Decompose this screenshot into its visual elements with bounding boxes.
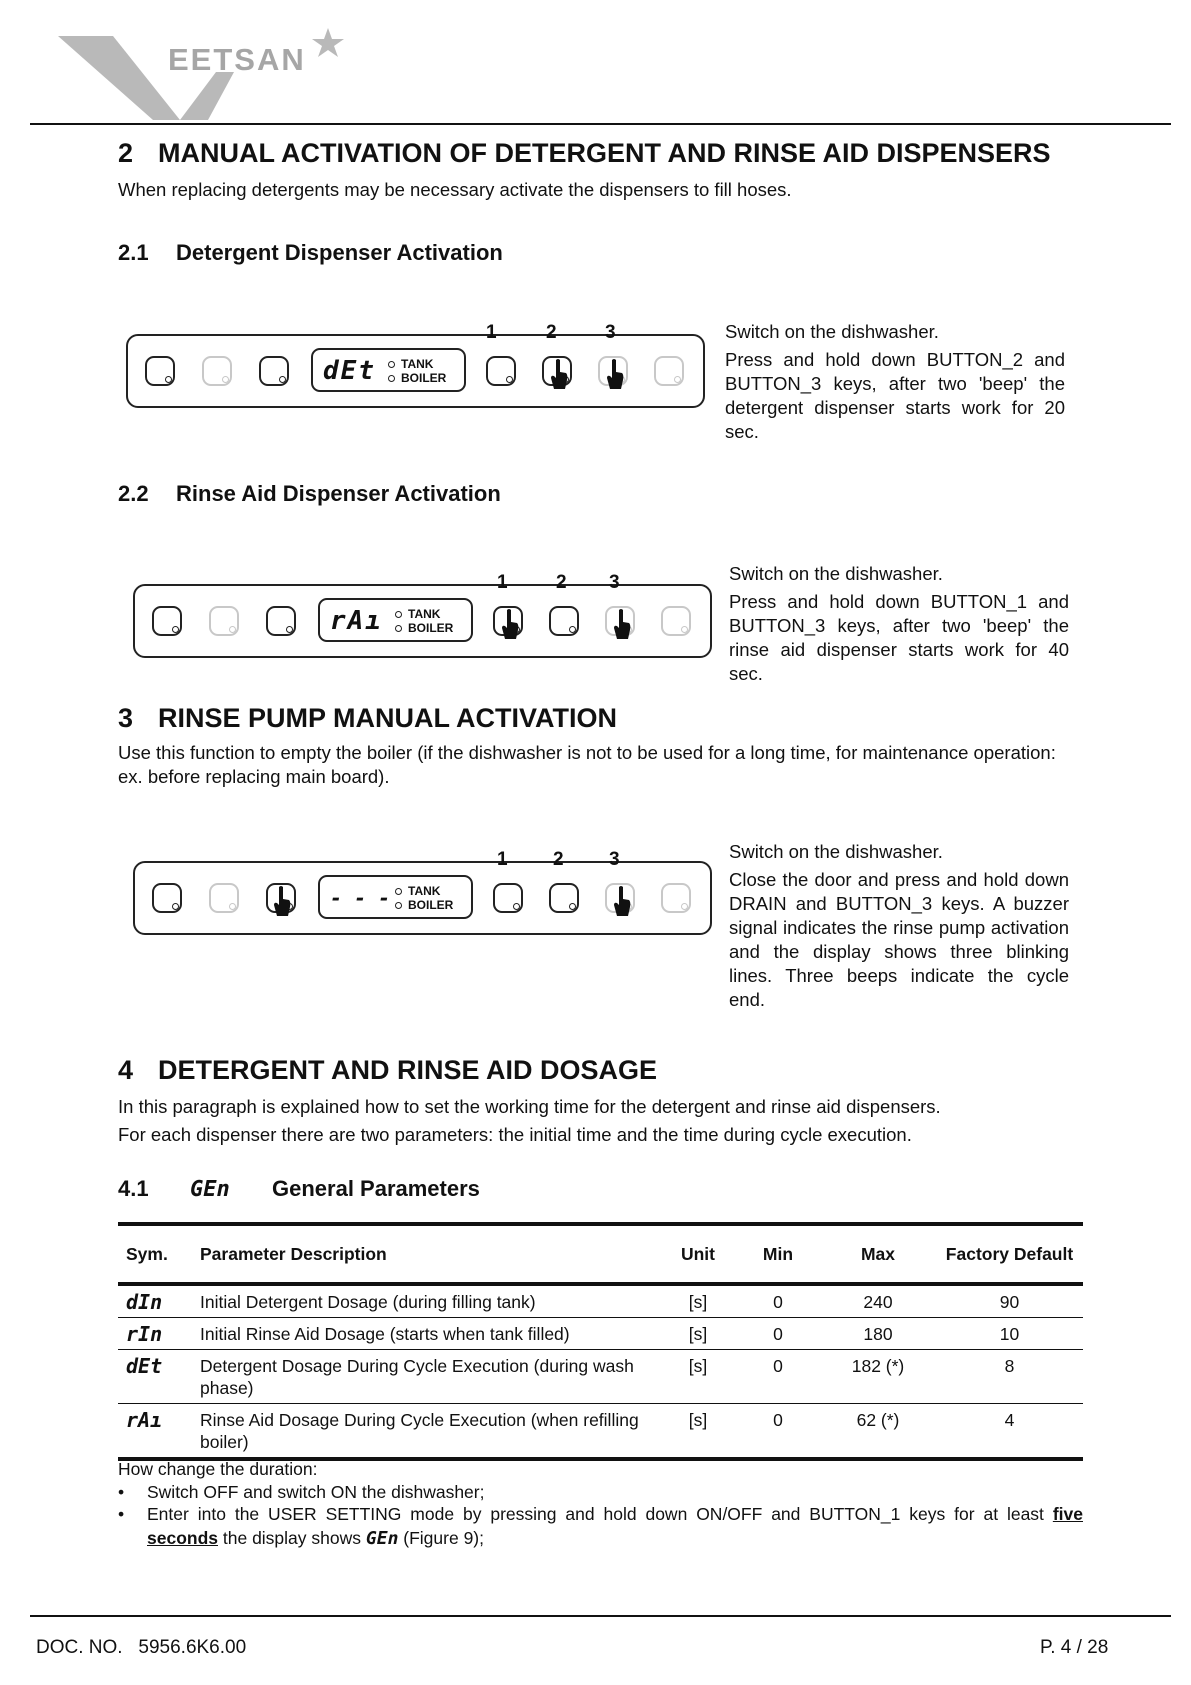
section-number: 2 <box>118 138 134 168</box>
section-3-intro: Use this function to empty the boiler (if the dishwasher is not to be used for a long time, for maintenance operation: ex. before replacing main board). <box>118 742 1056 787</box>
general-parameters-table <box>118 1222 1083 1461</box>
panel-key-dim <box>209 883 239 913</box>
bullet-marker: • <box>118 1482 125 1502</box>
pointing-hand-icon <box>549 358 569 392</box>
instruction-step: Switch on the dishwasher. <box>725 321 939 342</box>
key-number: 1 <box>497 849 508 870</box>
column-header: Parameter Description <box>192 1224 660 1284</box>
boiler-led-label: BOILER <box>395 621 453 635</box>
howto-text-part: the display shows <box>222 1528 362 1548</box>
instruction-step: Switch on the dishwasher. <box>729 563 943 584</box>
section-title: Detergent Dispenser Activation <box>176 240 503 265</box>
param-min: 0 <box>736 1284 820 1318</box>
section-2-intro: When replacing detergents may be necessary activate the dispensers to fill hoses. <box>118 179 792 200</box>
param-description: Initial Rinse Aid Dosage (starts when tank filled) <box>192 1318 660 1350</box>
section-3-instructions <box>729 840 1069 1016</box>
param-max: 180 <box>820 1318 936 1350</box>
howto-text-part: (Figure 9); <box>403 1528 484 1548</box>
pointing-hand-icon <box>612 885 632 919</box>
pointing-hand-icon <box>605 358 625 392</box>
table-row <box>118 1350 1083 1404</box>
panel-key-onoff <box>266 606 296 636</box>
param-min: 0 <box>736 1404 820 1460</box>
panel-display <box>318 875 473 919</box>
panel-display <box>311 348 466 392</box>
table-row <box>118 1318 1083 1350</box>
param-symbol: rAı <box>118 1404 192 1460</box>
key-number: 2 <box>553 849 564 870</box>
panel-button-2 <box>549 849 579 913</box>
param-min: 0 <box>736 1318 820 1350</box>
param-unit: [s] <box>660 1284 736 1318</box>
panel-display <box>318 598 473 642</box>
howto-item-text: Switch OFF and switch ON the dishwasher; <box>147 1482 485 1502</box>
key-number: 1 <box>486 322 497 343</box>
section-title: General Parameters <box>272 1176 480 1201</box>
column-header: Factory Default <box>936 1224 1083 1284</box>
section-number: 2.1 <box>118 240 149 265</box>
param-unit: [s] <box>660 1350 736 1404</box>
section-title: DETERGENT AND RINSE AID DOSAGE <box>158 1055 658 1085</box>
pointing-hand-icon <box>612 608 632 642</box>
display-readout: dEt <box>323 356 376 386</box>
panel-button-1 <box>493 849 523 913</box>
key-number: 2 <box>556 572 567 593</box>
param-default: 90 <box>936 1284 1083 1318</box>
param-min: 0 <box>736 1350 820 1404</box>
param-default: 10 <box>936 1318 1083 1350</box>
howto-item-text <box>147 1502 1083 1551</box>
document-number: DOC. NO. 5956.6K6.00 <box>36 1637 247 1658</box>
param-symbol: dIn <box>118 1284 192 1318</box>
table-row <box>118 1284 1083 1318</box>
tank-led-label: TANK <box>395 884 453 898</box>
section-number: 4.1 <box>118 1176 149 1201</box>
control-panel-rinse-aid <box>133 572 712 658</box>
howto-emphasis: five seconds <box>147 1504 1083 1548</box>
column-header: Sym. <box>118 1224 192 1284</box>
panel-button-2 <box>549 572 579 636</box>
key-number: 3 <box>609 849 620 870</box>
param-max: 62 (*) <box>820 1404 936 1460</box>
panel-key-drain <box>145 356 175 386</box>
panel-key-dim <box>209 606 239 636</box>
header-rule <box>30 123 1171 125</box>
column-header: Max <box>820 1224 936 1284</box>
tank-led-label: TANK <box>395 607 453 621</box>
panel-key-dim-right <box>661 883 691 913</box>
howto-text-part: Enter into the USER SETTING mode by pressing and hold down ON/OFF and BUTTON_1 keys for at least <box>147 1504 1044 1524</box>
param-default: 8 <box>936 1350 1083 1404</box>
panel-key-drain <box>152 606 182 636</box>
pointing-hand-icon <box>500 608 520 642</box>
section-3-heading <box>118 703 617 734</box>
section-title: MANUAL ACTIVATION OF DETERGENT AND RINSE AID DISPENSERS <box>158 138 1051 168</box>
tank-led-label: TANK <box>388 357 446 371</box>
key-number: 3 <box>605 322 616 343</box>
instruction-step: Press and hold down BUTTON_1 and BUTTON_3 keys, after two 'beep' the rinse aid dispenser starts work for 40 sec. <box>729 591 1069 684</box>
section-2-2-instructions <box>729 562 1069 690</box>
panel-key-dim-right <box>661 606 691 636</box>
param-description: Rinse Aid Dosage During Cycle Execution (when refilling boiler) <box>192 1404 660 1460</box>
key-number: 1 <box>497 572 508 593</box>
key-number: 2 <box>546 322 557 343</box>
panel-key-drain <box>152 883 182 913</box>
display-readout: rAı <box>330 606 383 636</box>
param-unit: [s] <box>660 1404 736 1460</box>
param-max: 182 (*) <box>820 1350 936 1404</box>
param-symbol: rIn <box>118 1318 192 1350</box>
param-description: Detergent Dosage During Cycle Execution (during wash phase) <box>192 1350 660 1404</box>
panel-key-onoff <box>259 356 289 386</box>
howto-item <box>118 1480 1083 1504</box>
param-symbol: dEt <box>118 1350 192 1404</box>
company-logo-text: EETSAN <box>168 42 306 77</box>
bullet-marker: • <box>118 1504 125 1524</box>
section-2-1-heading <box>118 240 503 266</box>
section-4-line-1: In this paragraph is explained how to set the working time for the detergent and rinse aid dispensers. <box>118 1096 941 1117</box>
display-symbol: GEn <box>190 1177 230 1202</box>
instruction-step: Press and hold down BUTTON_2 and BUTTON_3 keys, after two 'beep' the detergent dispenser starts work for 20 sec. <box>725 349 1065 442</box>
param-description: Initial Detergent Dosage (during filling tank) <box>192 1284 660 1318</box>
section-number: 2.2 <box>118 481 149 506</box>
section-title: Rinse Aid Dispenser Activation <box>176 481 501 506</box>
param-default: 4 <box>936 1404 1083 1460</box>
pointing-hand-icon <box>272 885 292 919</box>
param-unit: [s] <box>660 1318 736 1350</box>
table-row <box>118 1404 1083 1460</box>
section-2-heading <box>118 138 1051 169</box>
section-2-1-instructions <box>725 320 1065 448</box>
section-number: 3 <box>118 703 134 733</box>
section-4-1-heading <box>118 1176 480 1202</box>
howto-heading: How change the duration: <box>118 1459 318 1479</box>
howto-item <box>118 1502 1083 1551</box>
control-panel-rinse-pump <box>133 849 712 935</box>
display-readout: - - - <box>330 886 391 910</box>
boiler-led-label: BOILER <box>395 898 453 912</box>
section-4-line-2: For each dispenser there are two parameters: the initial time and the time during cycle execution. <box>118 1124 912 1145</box>
panel-button-1 <box>486 322 516 386</box>
footer-rule <box>30 1615 1171 1617</box>
instruction-step: Switch on the dishwasher. <box>729 841 943 862</box>
panel-key-dim-right <box>654 356 684 386</box>
page-number: P. 4 / 28 <box>1040 1637 1109 1658</box>
section-number: 4 <box>118 1055 134 1085</box>
panel-key-dim <box>202 356 232 386</box>
param-max: 240 <box>820 1284 936 1318</box>
control-panel-detergent <box>126 322 705 408</box>
instruction-step: Close the door and press and hold down DRAIN and BUTTON_3 keys. A buzzer signal indicates the rinse pump activation and the display shows three blinking lines. Three beeps indicate the cycle end. <box>729 869 1069 1010</box>
display-symbol: GEn <box>365 1528 399 1549</box>
section-title: RINSE PUMP MANUAL ACTIVATION <box>158 703 618 733</box>
section-2-2-heading <box>118 481 501 507</box>
column-header: Unit <box>660 1224 736 1284</box>
section-4-heading <box>118 1055 657 1086</box>
column-header: Min <box>736 1224 820 1284</box>
boiler-led-label: BOILER <box>388 371 446 385</box>
table-header-row <box>118 1224 1083 1284</box>
key-number: 3 <box>609 572 620 593</box>
